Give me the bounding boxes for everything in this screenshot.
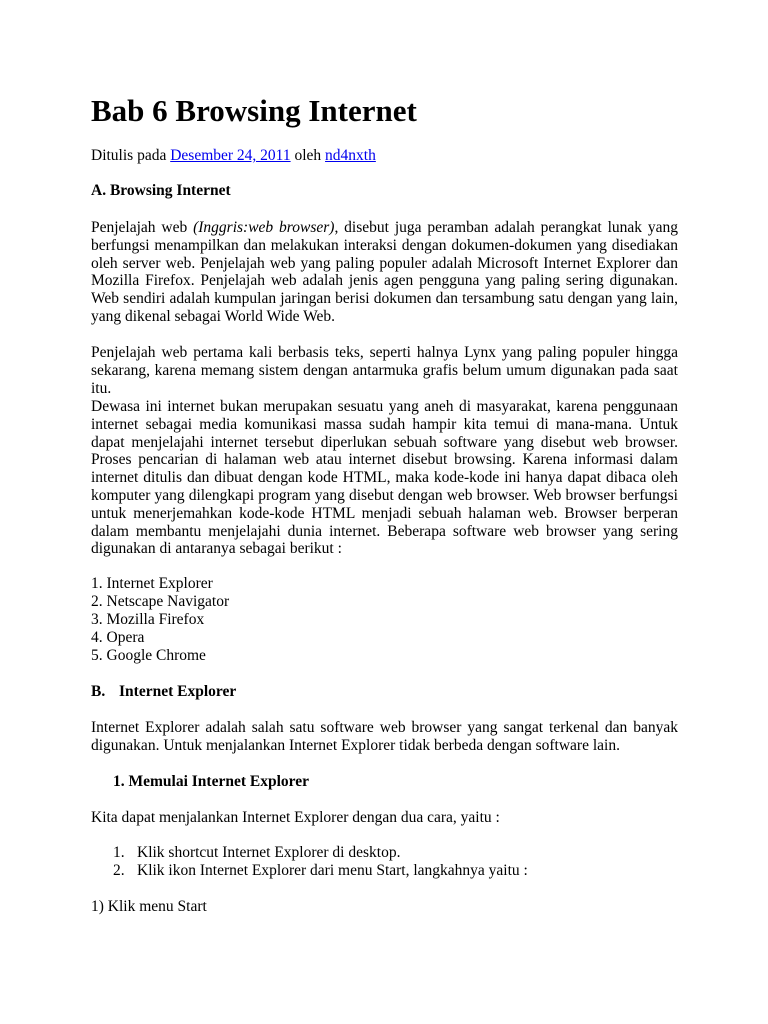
browser-list-item: 1. Internet Explorer [91,575,213,592]
section-a-paragraph-2: Penjelajah web pertama kali berbasis teks, seperti halnya Lynx yang paling populer hingga sekarang, karena memang sistem dengan antarmuka grafis belum umum digunakan pada saat itu. [91,344,678,397]
p1-italic: (Inggris:web browser) [193,219,335,236]
ways-list-number: 1. [113,844,125,861]
subsection-heading: 1. Memulai Internet Explorer [113,773,310,790]
section-b-paragraph-1: Internet Explorer adalah salah satu software web browser yang sangat terkenal dan banyak digunakan. Untuk menjalankan Internet Explorer tidak berbeda dengan software lain. [91,719,678,754]
browser-list-item: 3. Mozilla Firefox [91,611,205,628]
ways-list [113,844,528,880]
byline-prefix: Ditulis pada [91,147,167,164]
author-link[interactable]: nd4nxth [325,147,376,164]
ways-list-item [113,844,528,862]
browser-list-item: 2. Netscape Navigator [91,593,230,610]
ways-list-text: Klik shortcut Internet Explorer di desktop. [137,844,401,861]
section-a-heading: A. Browsing Internet [91,182,231,199]
p1-rest: , disebut juga peramban adalah perangkat lunak yang berfungsi menampilkan dan melakukan interaksi dengan dokumen-dokumen yang disediakan oleh server web. Penjelajah web yang paling populer adalah Microsoft Internet Explorer dan Mozilla Firefox. Penjelajah web adalah jenis agen pengguna yang paling sering digunakan. Web sendiri adalah kumpulan jaringan berisi dokumen dan tersambung satu dengan yang lain, yang dikenal sebagai World Wide Web. [91,219,679,325]
page-title: Bab 6 Browsing Internet [91,93,417,128]
step-1: 1) Klik menu Start [91,898,207,915]
byline [91,146,376,166]
browser-list [91,575,229,665]
section-b-heading-text: Internet Explorer [119,683,237,700]
section-a-paragraph-3: Dewasa ini internet bukan merupakan sesuatu yang aneh di masyarakat, karena penggunaan internet sebagai media komunikasi massa sudah hampir kita temui di mana-mana. Untuk dapat menjelajahi internet tersebut diperlukan sebuah software yang disebut web browser. Proses pencarian di halaman web atau internet disebut browsing. Karena informasi dalam internet ditulis dan dibuat dengan kode HTML, maka kode-kode ini hanya dapat dibaca oleh komputer yang dilengkapi program yang disebut dengan web browser. Web browser berfungsi untuk menerjemahkan kode-kode HTML menjadi sebuah halaman web. Browser berperan dalam membantu menjelajahi dunia internet. Beberapa software web browser yang sering digunakan di antaranya sebagai berikut : [91,398,678,558]
section-b-heading [91,682,236,702]
ways-list-text: Klik ikon Internet Explorer dari menu Start, langkahnya yaitu : [137,862,528,879]
section-b-heading-num: B. [91,683,106,700]
ways-list-item [113,862,528,880]
byline-by: oleh [294,147,322,164]
date-link[interactable]: Desember 24, 2011 [170,147,291,164]
browser-list-item: 5. Google Chrome [91,647,206,664]
ways-list-number: 2. [113,862,125,879]
section-b-paragraph-2: Kita dapat menjalankan Internet Explorer dengan dua cara, yaitu : [91,809,500,826]
section-a-paragraph-1 [91,219,678,326]
browser-list-item: 4. Opera [91,629,145,646]
p1-start: Penjelajah web [91,219,194,236]
